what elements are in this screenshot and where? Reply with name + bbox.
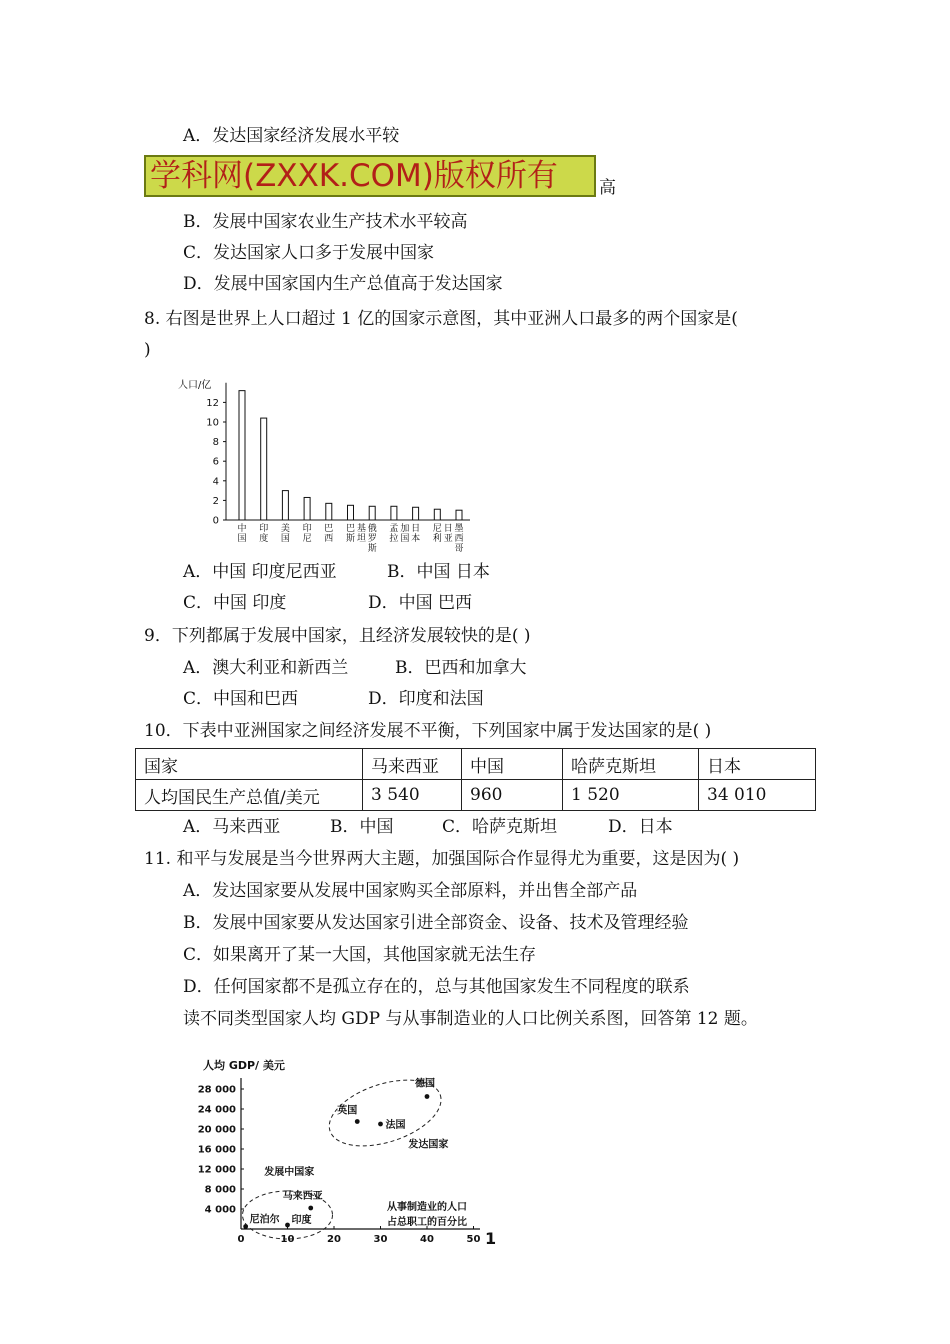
bar-category-label: 尼 xyxy=(302,534,312,544)
scatter-y-tick-label: 20 000 xyxy=(197,1124,236,1136)
q9-options-row2 xyxy=(183,687,484,711)
bar-category-label: 拉 xyxy=(389,534,399,544)
gdp-scatter-chart xyxy=(195,1052,515,1262)
bar-category-label: 巴 xyxy=(324,524,334,534)
table-cell: 1 520 xyxy=(563,780,699,811)
bar-category-label: 国 xyxy=(237,534,247,544)
developed-group-label: 发达国家 xyxy=(408,1139,449,1151)
table-cell: 人均国民生产总值/美元 xyxy=(136,780,363,811)
bar-category-label: 日 xyxy=(443,524,453,534)
scatter-x-tick-label: 50 xyxy=(466,1234,481,1245)
bar xyxy=(413,507,419,520)
bar xyxy=(304,497,310,520)
scatter-y-tick-label: 12 000 xyxy=(197,1164,236,1176)
bar-category-label: 俄 xyxy=(367,524,377,534)
q10-option-c: C．哈萨克斯坦 xyxy=(442,817,558,837)
bar-category-label: 印 xyxy=(259,524,269,534)
q9-option-c: C．中国和巴西 xyxy=(183,689,299,709)
scatter-point-label: 法国 xyxy=(385,1120,406,1131)
bar xyxy=(456,510,462,520)
scatter-point xyxy=(355,1119,360,1124)
scatter-point-label: 印度 xyxy=(291,1215,312,1226)
scatter-point xyxy=(425,1094,430,1099)
q9-option-b: B．巴西和加拿大 xyxy=(395,658,527,678)
table-cell: 34 010 xyxy=(699,780,816,811)
q7-option-a-tail: 高 xyxy=(599,178,616,198)
page-number: 1 xyxy=(485,1229,497,1248)
scatter-point-label: 英国 xyxy=(337,1105,358,1117)
bar-category-label: 斯 xyxy=(367,544,377,554)
q8-option-c: C．中国 印度 xyxy=(183,593,287,613)
q11-option-b: B．发展中国家要从发达国家引进全部资金、设备、技术及管理经验 xyxy=(183,913,689,933)
q9-stem: 9．下列都属于发展中国家，且经济发展较快的是( ) xyxy=(144,626,531,646)
bar-category-label: 罗 xyxy=(367,534,377,544)
q12-intro: 读不同类型国家人均 GDP 与从事制造业的人口比例关系图，回答第 12 题。 xyxy=(183,1009,758,1029)
bar-category-label: 巴 xyxy=(345,524,356,534)
bar-y-tick-label: 8 xyxy=(212,437,219,449)
scatter-y-tick-label: 4 000 xyxy=(204,1204,236,1216)
bar-category-label: 尼 xyxy=(432,524,442,534)
q11-stem: 11. 和平与发展是当今世界两大主题，加强国际合作显得尤为重要，这是因为( ) xyxy=(144,849,740,869)
q11-option-c: C．如果离开了某一大国，其他国家就无法生存 xyxy=(183,945,537,965)
q10-option-d: D．日本 xyxy=(608,817,673,837)
table-cell: 哈萨克斯坦 xyxy=(563,749,699,780)
bar-y-tick-label: 12 xyxy=(206,397,219,409)
watermark-banner: 学科网(ZXXK.COM)版权所有 xyxy=(144,155,596,197)
bar-category-label: 孟 xyxy=(389,524,399,534)
bar-category-label: 本 xyxy=(411,534,421,544)
bar-chart-ylabel: 人口/亿 xyxy=(178,380,212,391)
scatter-chart-ylabel: 人均 GDP/ 美元 xyxy=(203,1059,285,1072)
q10-stem: 10．下表中亚洲国家之间经济发展不平衡，下列国家中属于发达国家的是( ) xyxy=(144,721,712,741)
bar-y-tick-label: 10 xyxy=(206,417,219,429)
developing-group-label: 发展中国家 xyxy=(264,1167,315,1178)
bar-category-label: 西 xyxy=(324,534,334,544)
scatter-x-tick-label: 20 xyxy=(327,1234,341,1245)
gdp-table xyxy=(135,748,816,811)
table-cell: 国家 xyxy=(136,749,363,780)
q8-option-d: D．中国 巴西 xyxy=(368,593,473,613)
table-cell: 中国 xyxy=(462,749,563,780)
population-bar-chart xyxy=(170,372,490,562)
bar xyxy=(261,418,267,520)
q10-options-row xyxy=(183,815,673,839)
bar-category-label: 印 xyxy=(302,524,312,534)
bar-category-label: 度 xyxy=(259,534,269,544)
bar xyxy=(326,503,332,520)
q7-option-b: B．发展中国家农业生产技术水平较高 xyxy=(183,212,468,232)
scatter-xlabel-line1: 从事制造业的人口 xyxy=(387,1202,467,1213)
scatter-x-tick-label: 10 xyxy=(280,1234,295,1245)
scatter-point xyxy=(378,1122,383,1127)
table-cell: 3 540 xyxy=(363,780,462,811)
bar-y-tick-label: 6 xyxy=(212,456,219,468)
bar xyxy=(369,506,375,520)
bar xyxy=(391,506,397,520)
scatter-x-tick-label: 0 xyxy=(237,1234,245,1245)
scatter-y-tick-label: 28 000 xyxy=(197,1084,236,1096)
q10-option-a: A．马来西亚 xyxy=(183,817,281,837)
q9-option-a: A．澳大利亚和新西兰 xyxy=(183,658,349,678)
bar-category-label: 国 xyxy=(400,534,410,544)
scatter-y-tick-label: 16 000 xyxy=(197,1144,236,1156)
bar-category-label: 斯 xyxy=(345,534,356,544)
q8-option-a: A．中国 印度尼西亚 xyxy=(183,562,337,582)
table-row xyxy=(136,780,816,811)
q9-option-d: D．印度和法国 xyxy=(368,689,484,709)
q9-options-row1 xyxy=(183,656,527,680)
bar-category-label: 加 xyxy=(400,524,410,534)
scatter-point xyxy=(285,1223,290,1228)
scatter-point xyxy=(243,1224,248,1229)
q11-option-d: D．任何国家都不是孤立存在的，总与其他国家发生不同程度的联系 xyxy=(183,977,690,997)
bar-y-tick-label: 4 xyxy=(212,476,219,488)
table-cell: 马来西亚 xyxy=(363,749,462,780)
scatter-point-label: 尼泊尔 xyxy=(249,1214,280,1226)
scatter-xlabel-line2: 占总职工的百分比 xyxy=(387,1217,467,1228)
scatter-x-tick-label: 30 xyxy=(373,1234,388,1245)
bar xyxy=(239,391,245,520)
bar-y-tick-label: 2 xyxy=(212,495,219,507)
bar-category-label: 日 xyxy=(411,524,421,534)
scatter-x-tick-label: 40 xyxy=(420,1234,434,1245)
q7-option-d: D．发展中国家国内生产总值高于发达国家 xyxy=(183,274,503,294)
q8-options-row1 xyxy=(183,560,490,584)
bar xyxy=(282,491,288,520)
bar-y-tick-label: 0 xyxy=(212,515,219,527)
bar-category-label: 亚 xyxy=(443,534,453,544)
bar xyxy=(348,505,354,520)
q7-option-c: C．发达国家人口多于发展中国家 xyxy=(183,243,435,263)
q10-option-b: B．中国 xyxy=(330,817,394,837)
bar-category-label: 哥 xyxy=(454,544,464,554)
table-cell: 960 xyxy=(462,780,563,811)
table-header-row xyxy=(136,749,816,780)
q8-options-row2 xyxy=(183,591,472,615)
bar xyxy=(434,509,440,520)
bar-category-label: 西 xyxy=(454,534,464,544)
q8-stem: 8. 右图是世界上人口超过 1 亿的国家示意图，其中亚洲人口最多的两个国家是( xyxy=(144,309,738,329)
bar-category-label: 国 xyxy=(280,534,290,544)
scatter-point-label: 马来西亚 xyxy=(282,1191,323,1202)
q11-option-a: A．发达国家要从发展中国家购买全部原料，并出售全部产品 xyxy=(183,881,638,901)
q8-stem-end: ) xyxy=(144,340,151,360)
bar-category-label: 中 xyxy=(237,524,247,534)
bar-category-label: 美 xyxy=(280,524,290,534)
scatter-point xyxy=(308,1206,313,1211)
scatter-y-tick-label: 8 000 xyxy=(204,1184,236,1196)
q8-option-b: B．中国 日本 xyxy=(387,562,490,582)
bar-category-label: 墨 xyxy=(454,524,464,534)
scatter-y-tick-label: 24 000 xyxy=(197,1104,236,1116)
q7-option-a: A．发达国家经济发展水平较 xyxy=(183,126,400,146)
bar-category-label: 基 xyxy=(356,524,367,534)
table-cell: 日本 xyxy=(699,749,816,780)
bar-category-label: 坦 xyxy=(356,534,367,544)
scatter-point-label: 德国 xyxy=(415,1078,435,1090)
bar-category-label: 利 xyxy=(432,534,442,544)
